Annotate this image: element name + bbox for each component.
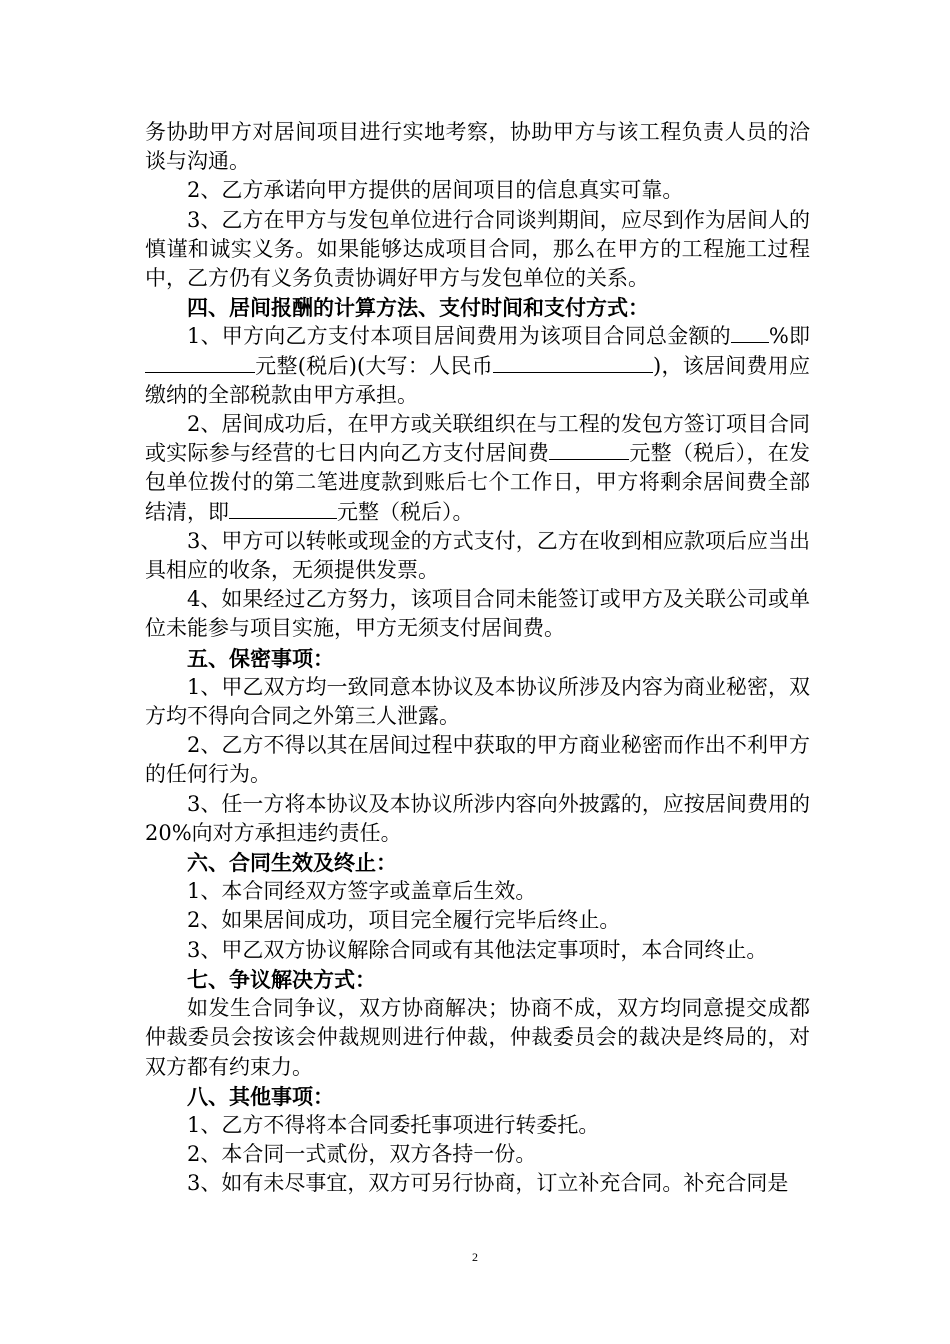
document-body	[145, 118, 810, 1199]
text-4-2c: 元整（税后）。	[337, 499, 474, 524]
paragraph-8-1: 1、乙方不得将本合同委托事项进行转委托。	[187, 1112, 600, 1137]
heading-section-8: 八、其他事项：	[187, 1083, 334, 1109]
heading-section-6: 六、合同生效及终止：	[187, 850, 397, 876]
paragraph-8-2: 2、本合同一式贰份，双方各持一份。	[187, 1142, 537, 1167]
paragraph-5-1: 1、甲乙双方均一致同意本协议及本协议所涉及内容为商业秘密，双方均不得向合同之外第三人泄露。	[145, 674, 810, 729]
paragraph-7: 如发生合同争议，双方协商解决；协商不成，双方均同意提交成都仲裁委员会按该会仲裁规则进行仲裁，仲裁委员会的裁决是终局的，对双方都有约束力。	[145, 996, 810, 1079]
text-4-1b: %即	[768, 324, 810, 349]
paragraph-3-3: 3、乙方在甲方与发包单位进行合同谈判期间，应尽到作为居间人的慎谨和诚实义务。如果能够达成项目合同，那么在甲方的工程施工过程中，乙方仍有义务负责协调好甲方与发包单位的关系。	[145, 207, 810, 291]
text-4-1c: 元整(税后)(大写：人民币	[255, 353, 493, 378]
paragraph-3-2: 2、乙方承诺向甲方提供的居间项目的信息真实可靠。	[187, 178, 684, 203]
blank-first-payment	[549, 439, 629, 460]
paragraph-5-2: 2、乙方不得以其在居间过程中获取的甲方商业秘密而作出不利甲方的任何行为。	[145, 733, 810, 787]
text-4-1d: )，该居间费用应缴纳的全部税款由甲方承担。	[145, 353, 811, 407]
page-number: 2	[472, 1250, 478, 1264]
blank-amount-words	[493, 352, 653, 373]
text-4-2a: 2、居间成功后，在甲方或关联组织在与工程的发包方签订项目合同或实际参与经营的七日内向乙方支付居间费	[145, 412, 810, 466]
text-4-1a: 1、甲方向乙方支付本项目居间费用为该项目合同总金额的	[187, 324, 731, 349]
paragraph-4-1	[145, 322, 810, 410]
paragraph-4-2	[145, 410, 810, 527]
blank-percent	[731, 322, 769, 343]
heading-section-5: 五、保密事项：	[187, 645, 334, 671]
text-4-2b: 元整（税后），在发包单位拨付的第二笔进度款到账后七个工作日，甲方将剩余居间费全部结清，即	[145, 441, 811, 524]
heading-section-4: 四、居间报酬的计算方法、支付时间和支付方式：	[187, 295, 649, 321]
paragraph-4-3: 3、甲方可以转帐或现金的方式支付，乙方在收到相应款项后应当出具相应的收条，无须提供发票。	[145, 528, 810, 583]
paragraph-6-3: 3、甲乙双方协议解除合同或有其他法定事项时，本合同终止。	[187, 937, 768, 962]
blank-amount	[145, 352, 255, 373]
blank-final-payment	[229, 498, 337, 519]
paragraph-8-3: 3、如有未尽事宜，双方可另行协商，订立补充合同。补充合同是	[187, 1171, 789, 1196]
paragraph-5-3: 3、任一方将本协议及本协议所涉内容向外披露的，应按居间费用的20%向对方承担违约责任。	[145, 791, 810, 845]
paragraph-continuation: 务协助甲方对居间项目进行实地考察，协助甲方与该工程负责人员的洽谈与沟通。	[145, 120, 810, 174]
heading-section-7: 七、争议解决方式：	[187, 966, 376, 992]
paragraph-6-1: 1、本合同经双方签字或盖章后生效。	[187, 879, 537, 904]
paragraph-4-4: 4、如果经过乙方努力，该项目合同未能签订或甲方及关联公司或单位未能参与项目实施，甲方无须支付居间费。	[145, 587, 810, 641]
paragraph-6-2: 2、如果居间成功，项目完全履行完毕后终止。	[187, 908, 621, 933]
